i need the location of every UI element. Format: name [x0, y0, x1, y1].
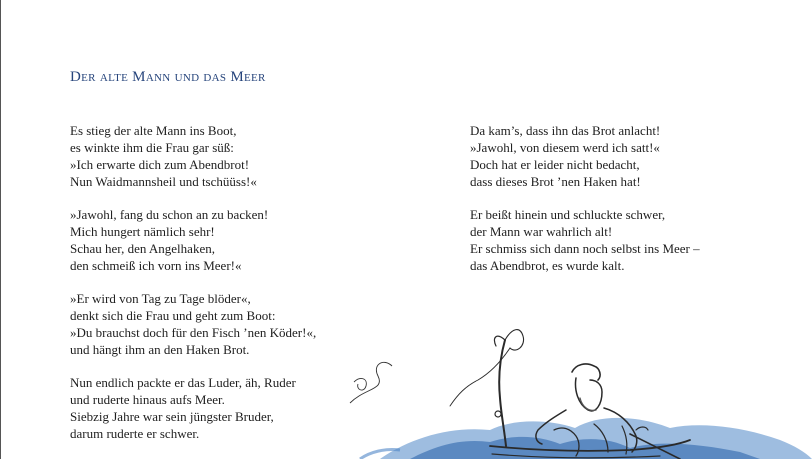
verse-line: Da kam’s, dass ihn das Brot anlacht! [470, 123, 661, 138]
page-edge [0, 0, 1, 459]
verse-line: Nun endlich packte er das Luder, äh, Ruder [70, 375, 296, 390]
fisherman-illustration [340, 318, 812, 459]
verse-line: »Jawohl, von diesem werd ich satt!« [470, 140, 660, 155]
verse-line: und hängt ihm an den Haken Brot. [70, 342, 250, 357]
verse-line: Nun Waidmannsheil und tschüüss!« [70, 174, 257, 189]
verse-line: es winkte ihm die Frau gar süß: [70, 140, 234, 155]
verse-line: Siebzig Jahre war sein jüngster Bruder, [70, 409, 274, 424]
stanza [70, 206, 316, 274]
water-splash [360, 418, 812, 459]
verse-line: Es stieg der alte Mann ins Boot, [70, 123, 237, 138]
fishing-line [350, 362, 392, 403]
stanza [70, 122, 316, 190]
verse-line: darum ruderte er schwer. [70, 426, 200, 441]
right-column [470, 122, 700, 290]
poem-title: Der alte Mann und das Meer [70, 69, 266, 85]
stanza [470, 206, 700, 274]
verse-line: den schmeiß ich vorn ins Meer!« [70, 258, 242, 273]
verse-line: »Du brauchst doch für den Fisch ’nen Köder!«, [70, 325, 317, 340]
verse-line: Schau her, den Angelhaken, [70, 241, 215, 256]
stanza [70, 374, 316, 442]
verse-line: »Jawohl, fang du schon an zu backen! [70, 207, 269, 222]
verse-line: »Ich erwarte dich zum Abendbrot! [70, 157, 250, 172]
verse-line: »Er wird von Tag zu Tage blöder«, [70, 291, 251, 306]
verse-line: Er beißt hinein und schluckte schwer, [470, 207, 666, 222]
verse-line: Doch hat er leider nicht bedacht, [470, 157, 640, 172]
left-column [70, 122, 316, 458]
verse-line: dass dieses Brot ’nen Haken hat! [470, 174, 641, 189]
stanza [470, 122, 700, 190]
verse-line: und ruderte hinaus aufs Meer. [70, 392, 225, 407]
verse-line: der Mann war wahrlich alt! [470, 224, 613, 239]
verse-line: Mich hungert nämlich sehr! [70, 224, 215, 239]
verse-line: denkt sich die Frau und geht zum Boot: [70, 308, 276, 323]
stanza [70, 290, 316, 358]
verse-line: Er schmiss sich dann noch selbst ins Meer – [470, 241, 700, 256]
verse-line: das Abendbrot, es wurde kalt. [470, 258, 625, 273]
